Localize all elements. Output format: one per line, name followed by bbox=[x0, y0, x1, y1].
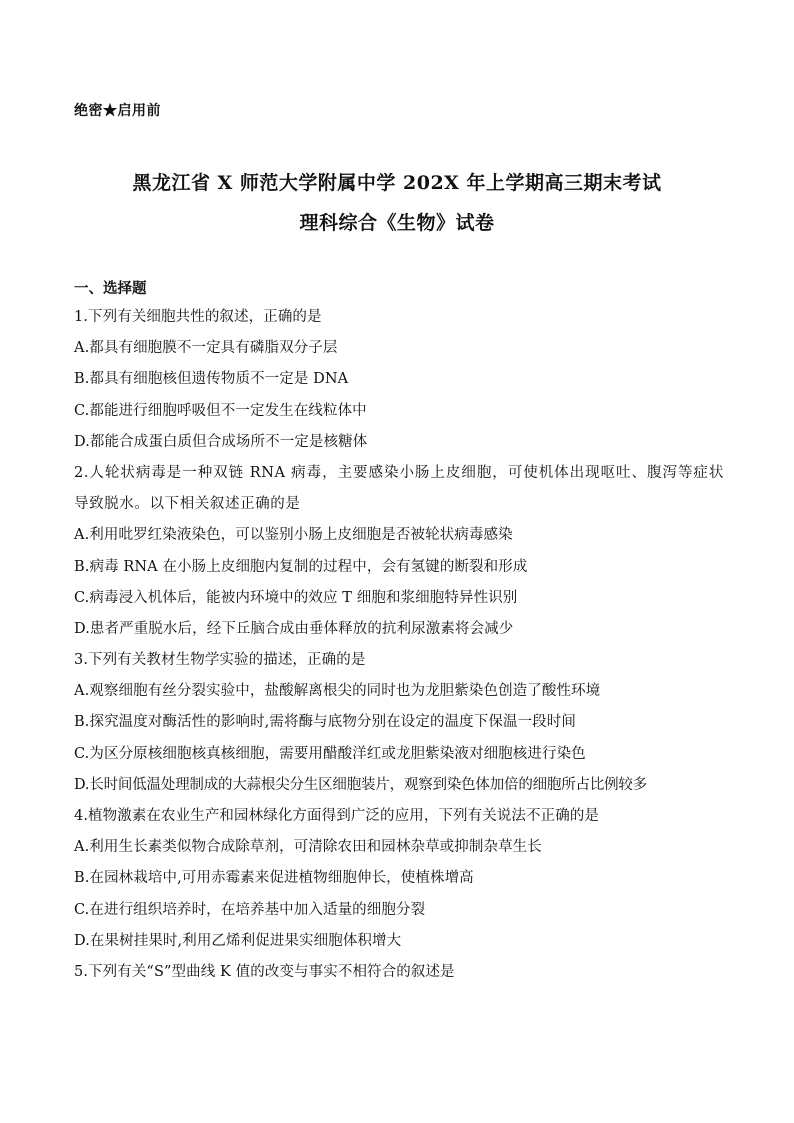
option-c: C.在进行组织培养时，在培养基中加入适量的细胞分裂 bbox=[74, 901, 426, 918]
exam-subtitle: 理科综合《生物》试卷 bbox=[299, 212, 495, 234]
option-d: D.患者严重脱水后，经下丘脑合成由垂体释放的抗利尿激素将会减少 bbox=[74, 620, 514, 637]
question-stem: 3.下列有关教材生物学实验的描述，正确的是 bbox=[74, 652, 366, 669]
option-a: A.利用吡罗红染液染色，可以鉴别小肠上皮细胞是否被轮状病毒感染 bbox=[74, 527, 513, 544]
question-stem: 1.下列有关细胞共性的叙述，正确的是 bbox=[74, 309, 322, 325]
option-d: D.在果树挂果时,利用乙烯利促进果实细胞体积增大 bbox=[74, 932, 402, 949]
question-stem: 5.下列有关“S”型曲线 K 值的改变与事实不相符合的叙述是 bbox=[74, 963, 455, 980]
option-c: C.病毒浸入机体后，能被内环境中的效应 T 细胞和浆细胞特异性识别 bbox=[74, 589, 518, 606]
option-c: C.都能进行细胞呼吸但不一定发生在线粒体中 bbox=[74, 402, 367, 419]
option-b: B.探究温度对酶活性的影响时,需将酶与底物分别在设定的温度下保温一段时间 bbox=[74, 714, 576, 731]
section-heading: 一、选择题 bbox=[74, 280, 147, 297]
option-d: D.长时间低温处理制成的大蒜根尖分生区细胞装片，观察到染色体加倍的细胞所占比例较多 bbox=[74, 776, 648, 793]
option-b: B.都具有细胞核但遗传物质不一定是 DNA bbox=[74, 371, 349, 388]
question-stem: 2.人轮状病毒是一种双链 RNA 病毒，主要感染小肠上皮细胞，可使机体出现呕吐、腹泻等症状导致脱水。以下相关叙述正确的是 bbox=[74, 464, 724, 513]
option-a: A.利用生长素类似物合成除草剂，可清除农田和园林杂草或抑制杂草生长 bbox=[74, 839, 542, 856]
question-stem: 4.植物激素在农业生产和园林绿化方面得到广泛的应用，下列有关说法不正确的是 bbox=[74, 808, 600, 825]
option-d: D.都能合成蛋白质但合成场所不一定是核糖体 bbox=[74, 433, 368, 450]
option-a: A.都具有细胞膜不一定具有磷脂双分子层 bbox=[74, 340, 338, 357]
option-c: C.为区分原核细胞核真核细胞，需要用醋酸洋红或龙胆紫染液对细胞核进行染色 bbox=[74, 745, 586, 762]
option-a: A.观察细胞有丝分裂实验中，盐酸解离根尖的同时也为龙胆紫染色创造了酸性环境 bbox=[74, 683, 601, 700]
option-b: B.在园林栽培中,可用赤霉素来促进植物细胞伸长，使植株增高 bbox=[74, 870, 474, 887]
question-list bbox=[74, 302, 724, 988]
secret-mark: 绝密★启用前 bbox=[74, 103, 161, 119]
option-b: B.病毒 RNA 在小肠上皮细胞内复制的过程中，会有氢键的断裂和形成 bbox=[74, 558, 528, 575]
exam-title: 黑龙江省 X 师范大学附属中学 202X 年上学期高三期末考试 bbox=[132, 172, 662, 194]
